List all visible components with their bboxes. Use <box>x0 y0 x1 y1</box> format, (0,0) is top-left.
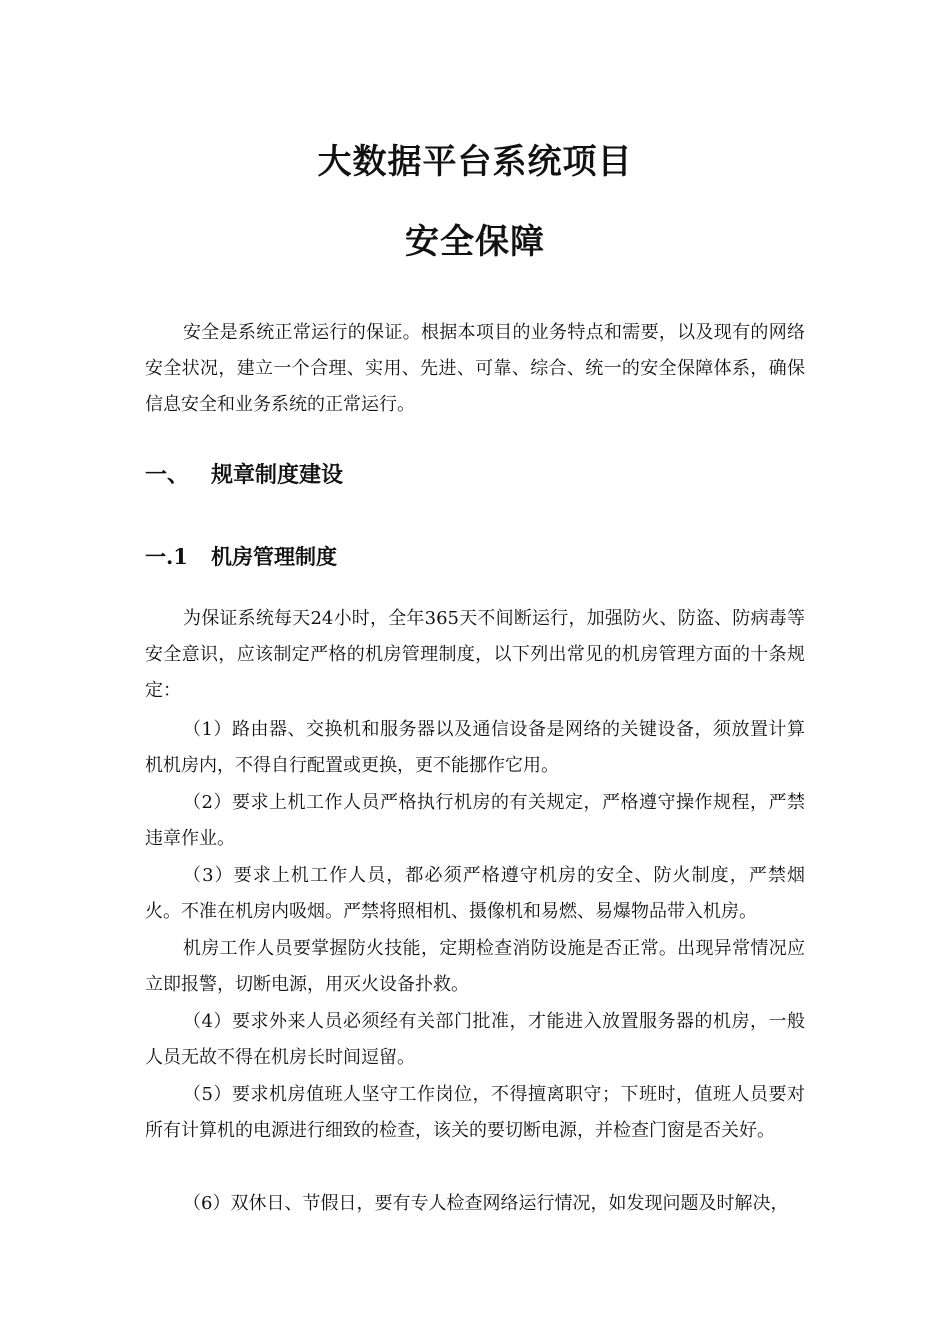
subsection-title: 机房管理制度 <box>211 544 337 569</box>
intro-paragraph: 安全是系统正常运行的保证。根据本项目的业务特点和需要，以及现有的网络安全状况，建立一个合理、实用、先进、可靠、综合、统一的安全保障体系，确保信息安全和业务系统的正常运行。 <box>145 322 805 415</box>
body-paragraph: 为保证系统每天24小时，全年365天不间断运行，加强防火、防盗、防病毒等安全意识，应该制定严格的机房管理制度，以下列出常见的机房管理方面的十条规定： <box>145 608 805 701</box>
document-title: 大数据平台系统项目 <box>317 142 633 182</box>
rule-item-4: （4）要求外来人员必须经有关部门批准，才能进入放置服务器的机房，一般人员无故不得在机房长时间逗留。 <box>145 1011 805 1068</box>
rule-item-2: （2）要求上机工作人员严格执行机房的有关规定，严格遵守操作规程，严禁违章作业。 <box>145 792 805 849</box>
section-number: 一、 <box>145 462 190 488</box>
rule-item-6: （6）双休日、节假日，要有专人检查网络运行情况，如发现问题及时解决， <box>183 1193 789 1214</box>
section-heading-1 <box>145 459 343 491</box>
document-subtitle: 安全保障 <box>405 222 545 262</box>
section-heading-1-1 <box>145 541 337 573</box>
section-title: 规章制度建设 <box>211 462 344 488</box>
subsection-number: 一.1 <box>145 544 188 569</box>
rule-item-1: （1）路由器、交换机和服务器以及通信设备是网络的关键设备，须放置计算机机房内，不得自行配置或更换，更不能挪作它用。 <box>145 719 805 776</box>
rule-item-5: （5）要求机房值班人坚守工作岗位，不得擅离职守；下班时，值班人员要对所有计算机的电源进行细致的检查，该关的要切断电源，并检查门窗是否关好。 <box>145 1084 805 1141</box>
rule-item-3: （3）要求上机工作人员，都必须严格遵守机房的安全、防火制度，严禁烟火。不准在机房内吸烟。严禁将照相机、摄像机和易燃、易爆物品带入机房。 <box>145 865 805 922</box>
fire-safety-paragraph: 机房工作人员要掌握防火技能，定期检查消防设施是否正常。出现异常情况应立即报警，切断电源，用灭火设备扑救。 <box>145 938 805 995</box>
